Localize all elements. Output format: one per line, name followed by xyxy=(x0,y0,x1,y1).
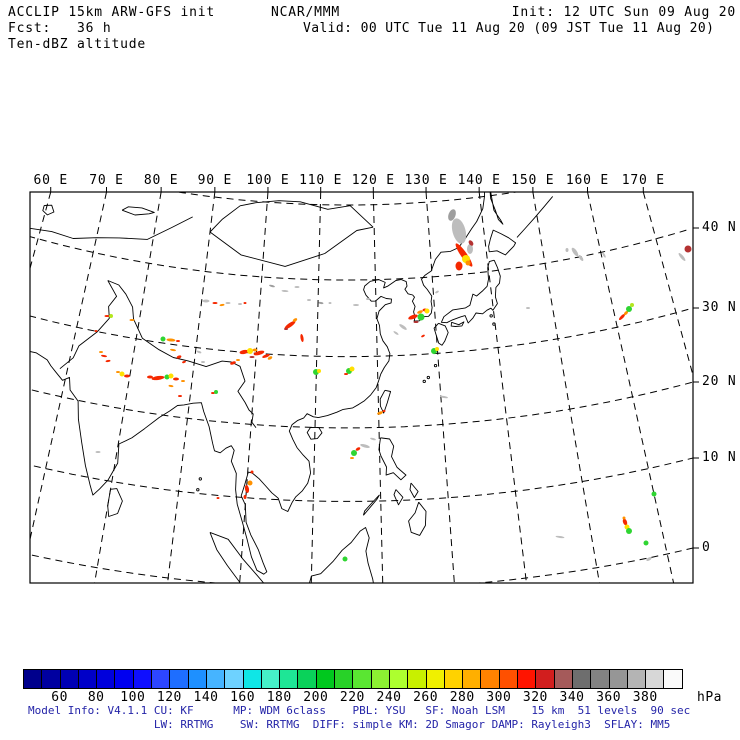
colorbar-cell xyxy=(499,669,518,689)
colorbar-cell xyxy=(316,669,335,689)
colorbar-cell xyxy=(78,669,97,689)
colorbar-cell xyxy=(96,669,115,689)
graticule xyxy=(0,158,740,589)
colorbar-tick-label: 200 xyxy=(303,690,329,705)
colorbar-cell xyxy=(517,669,536,689)
lon-tick-label: 80 E xyxy=(143,173,179,188)
colorbar-cell xyxy=(444,669,463,689)
colorbar-cell xyxy=(480,669,499,689)
colorbar-tick-label: 380 xyxy=(632,690,658,705)
model-info xyxy=(28,704,690,731)
lat-tick-label: 30 N xyxy=(702,300,737,315)
colorbar-cell xyxy=(279,669,298,689)
valid-time: Valid: 00 UTC Tue 11 Aug 20 (09 JST Tue 11 Aug 20) xyxy=(303,21,715,36)
colorbar-tick-label: 340 xyxy=(559,690,585,705)
colorbar-cell xyxy=(627,669,646,689)
init-time: Init: 12 UTC Sun 09 Aug 20 xyxy=(511,5,736,20)
colorbar-cell xyxy=(371,669,390,689)
colorbar-cell xyxy=(426,669,445,689)
colorbar-cell xyxy=(224,669,243,689)
colorbar-cell xyxy=(60,669,79,689)
colorbar-tick-label: 320 xyxy=(522,690,548,705)
colorbar-cell xyxy=(352,669,371,689)
field-name: Ten-dBZ altitude xyxy=(8,37,147,52)
colorbar-tick-label: 60 xyxy=(51,690,68,705)
lon-tick-label: 130 E xyxy=(404,173,448,188)
colorbar-cell xyxy=(41,669,60,689)
model-info-line1: Model Info: V4.1.1 CU: KF MP: WDM 6class PBL: YSU SF: Noah LSM 15 km 51 levels 90 sec xyxy=(28,704,691,717)
lon-tick-label: 170 E xyxy=(621,173,665,188)
echo-blobs xyxy=(95,208,692,562)
lon-tick-label: 70 E xyxy=(89,173,124,188)
colorbar-cell xyxy=(297,669,316,689)
colorbar-cell xyxy=(23,669,42,689)
colorbar-tick-label: 120 xyxy=(156,690,182,705)
colorbar-tick-label: 300 xyxy=(486,690,512,705)
colorbar-tick-label: 220 xyxy=(339,690,365,705)
colorbar xyxy=(23,669,683,689)
colorbar-cell xyxy=(133,669,152,689)
colorbar-tick-label: 180 xyxy=(266,690,292,705)
forecast-hour: Fcst: 36 h xyxy=(8,21,112,36)
lat-tick-label: 40 N xyxy=(702,220,737,235)
lat-tick-label: 20 N xyxy=(702,374,737,389)
lon-tick-label: 140 E xyxy=(457,173,501,188)
colorbar-cell xyxy=(407,669,426,689)
colorbar-cell xyxy=(554,669,573,689)
lon-tick-label: 90 E xyxy=(197,173,233,188)
colorbar-cell xyxy=(206,669,225,689)
lat-tick-label: 10 N xyxy=(702,450,737,465)
lon-tick-label: 120 E xyxy=(351,173,395,188)
colorbar-cell xyxy=(188,669,207,689)
lon-tick-label: 160 E xyxy=(565,173,610,188)
colorbar-cell xyxy=(334,669,353,689)
colorbar-cell xyxy=(462,669,481,689)
colorbar-tick-label: 160 xyxy=(230,690,256,705)
map-border xyxy=(30,192,693,583)
colorbar-cell xyxy=(572,669,591,689)
colorbar-cell xyxy=(114,669,133,689)
colorbar-tick-label: 240 xyxy=(376,690,402,705)
colorbar-tick-label: 260 xyxy=(413,690,439,705)
model-info-line2: LW: RRTMG SW: RRTMG DIFF: simple KM: 2D Smagor DAMP: Rayleigh3 SFLAY: MM5 xyxy=(28,717,671,731)
colorbar-cell xyxy=(609,669,628,689)
colorbar-cell xyxy=(261,669,280,689)
colorbar-cell xyxy=(169,669,188,689)
org-name: NCAR/MMM xyxy=(271,5,341,20)
colorbar-tick-label: 280 xyxy=(449,690,475,705)
colorbar-tick-label: 80 xyxy=(87,690,105,705)
colorbar-cell xyxy=(243,669,262,689)
map-inner xyxy=(0,158,740,595)
colorbar-cell xyxy=(663,669,682,689)
colorbar-cell xyxy=(151,669,170,689)
lat-tick-label: 0 xyxy=(702,540,711,555)
page-title: ACCLIP 15km ARW-GFS init xyxy=(8,5,216,20)
colorbar-cell xyxy=(590,669,609,689)
lon-tick-label: 110 E xyxy=(299,173,343,188)
colorbar-cell xyxy=(535,669,554,689)
colorbar-cell xyxy=(645,669,664,689)
lon-tick-label: 100 E xyxy=(246,173,290,188)
lon-tick-label: 60 E xyxy=(33,173,68,188)
colorbar-tick-label: 100 xyxy=(120,690,146,705)
colorbar-tick-label: 140 xyxy=(193,690,219,705)
colorbar-unit-label: hPa xyxy=(697,690,722,705)
lon-tick-label: 150 E xyxy=(511,173,555,188)
colorbar-cell xyxy=(389,669,408,689)
colorbar-tick-label: 360 xyxy=(596,690,622,705)
